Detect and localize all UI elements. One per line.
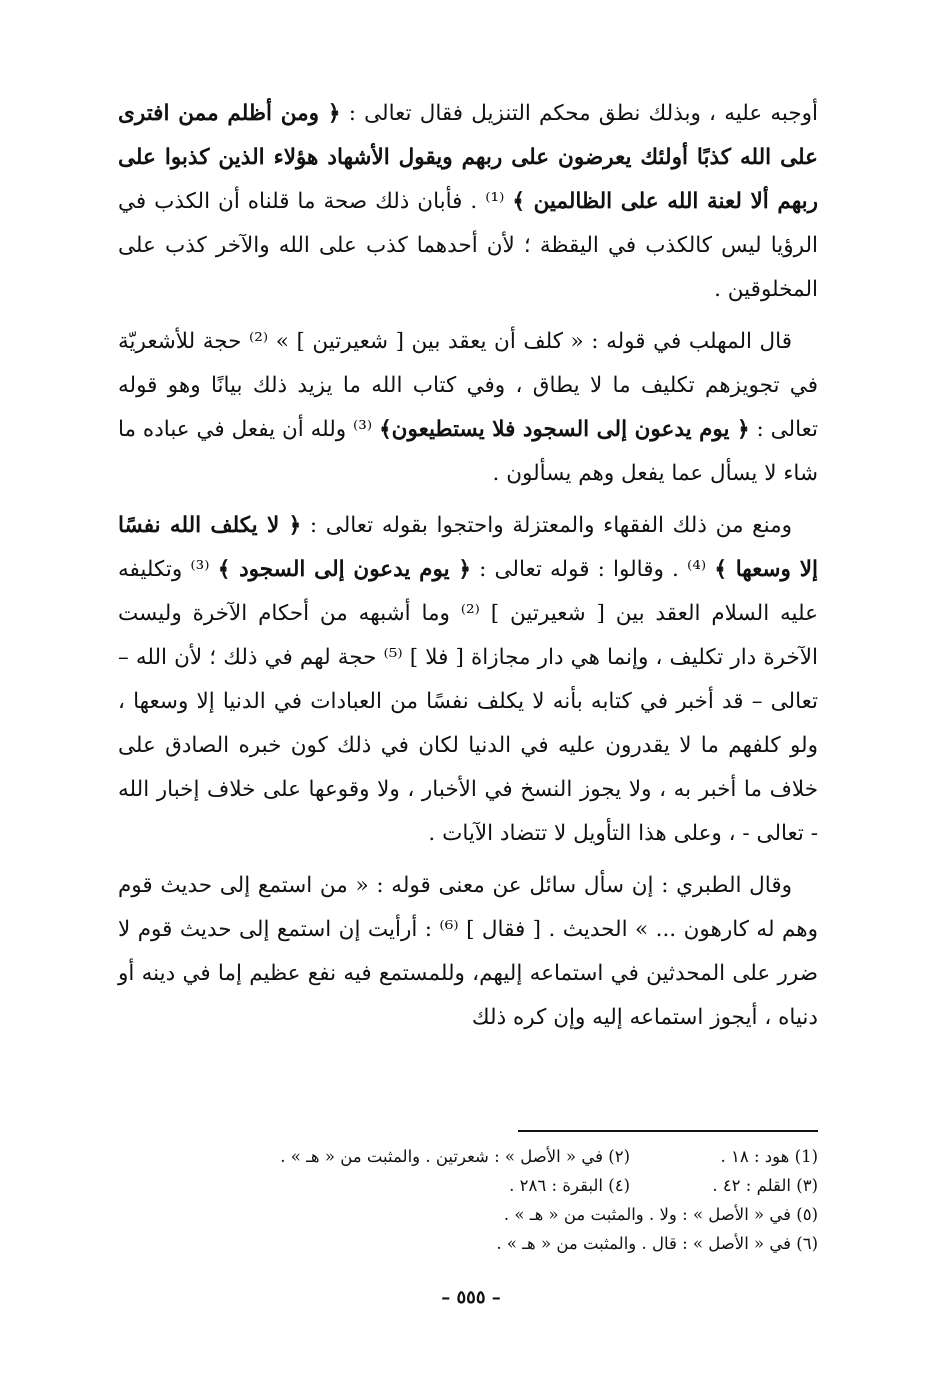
quran-verse: ﴿ يوم يدعون إلى السجود فلا يستطيعون﴾ <box>379 417 750 442</box>
footnote-2: (٢) في « الأصل » : شعرتين . والمثبت من « هـ » . <box>280 1147 630 1166</box>
paragraph-2-text: ⁽³⁾ ولله أن يفعل في عباده ما شاء لا يسأل عما يفعل وهم يسألون . <box>118 417 818 486</box>
paragraph-3-text: ⁽⁴⁾ . وقالوا : قوله تعالى : <box>470 557 715 582</box>
paragraph-4 <box>118 864 818 1040</box>
page-body <box>118 92 818 1048</box>
footnote-1: (1) هود : ١٨ . <box>720 1147 818 1166</box>
paragraph-2-text: قال المهلب في قوله : « كلف أن يعقد بين [ شعيرتين ] » ⁽²⁾ حجة للأشعريّة في تجويزهم تكليف ما لا يطاق ، وفي كتاب الله ما يزيد ذلك بيانًا وهو قوله تعالى : <box>118 329 818 442</box>
paragraph-1-text: أوجبه عليه ، وبذلك نطق محكم التنزيل فقال تعالى : <box>340 101 819 126</box>
footnote-4: (٤) البقرة : ٢٨٦ . <box>509 1176 630 1195</box>
footnotes <box>130 1142 818 1258</box>
paragraph-3-text: ⁽³⁾ وتكليفه عليه السلام العقد بين [ شعيرتين ] ⁽²⁾ وما أشبهه من أحكام الآخرة وليست الآخرة دار تكليف ، وإنما هي دار مجازاة [ فلا ] ⁽⁵⁾ حجة لهم في ذلك ؛ لأن الله – تعالى – قد أخبر في كتابه بأنه لا يكلف نفسًا من العبادات في الدنيا إلا وسعها ، ولو كلفهم ما لا يقدرون عليه في الدنيا لكان في ذلك كون خبره الصادق على خلاف ما أخبر به ، ولا يجوز النسخ في الأخبار ، ولا وقوعها على خلاف إخبار الله - تعالى - ، وعلى هذا التأويل لا تتضاد الآيات . <box>118 557 818 846</box>
paragraph-1-text: ⁽¹⁾ . فأبان ذلك صحة ما قلناه أن الكذب في الرؤيا ليس كالكذب في اليقظة ؛ لأن أحدهما كذب على الله والآخر كذب على المخلوقين . <box>118 189 818 302</box>
footnote-row <box>130 1142 818 1171</box>
quran-verse: ﴿ ومن أظلم ممن افترى على الله كذبًا أولئك يعرضون على ربهم ويقول الأشهاد هؤلاء الذين كذبوا على ربهم ألا لعنة الله على الظالمين ﴾ <box>118 101 818 214</box>
body-text <box>118 92 818 1040</box>
quran-verse: ﴿ يوم يدعون إلى السجود ﴾ <box>217 557 471 582</box>
footnote-5: (٥) في « الأصل » : ولا . والمثبت من « هـ » . <box>503 1205 818 1224</box>
paragraph-3 <box>118 504 818 856</box>
paragraph-4-text: وقال الطبري : إن سأل سائل عن معنى قوله : « من استمع إلى حديث قوم وهم له كارهون ... » الحديث . [ فقال ] ⁽⁶⁾ : أرأيت إن استمع إلى حديث قوم لا ضرر على المحدثين في استماعه إليهم، وللمستمع فيه نفع عظيم إما في دينه أو دنياه ، أيجوز استماعه إليه وإن كره ذلك <box>118 873 818 1030</box>
footnote-divider <box>518 1130 818 1132</box>
paragraph-2 <box>118 320 818 496</box>
footnote-3: (٣) القلم : ٤٢ . <box>712 1176 818 1195</box>
page-number: – ٥٥٥ – <box>441 1287 501 1308</box>
paragraph-1 <box>118 92 818 312</box>
paragraph-3-text: ومنع من ذلك الفقهاء والمعتزلة واحتجوا بقوله تعالى : <box>301 513 792 538</box>
quran-verse: ﴿ لا يكلف الله نفسًا إلا وسعها ﴾ <box>118 513 818 582</box>
footnote-row <box>130 1171 818 1200</box>
footnote-6: (٦) في « الأصل » : قال . والمثبت من « هـ » . <box>496 1234 818 1253</box>
